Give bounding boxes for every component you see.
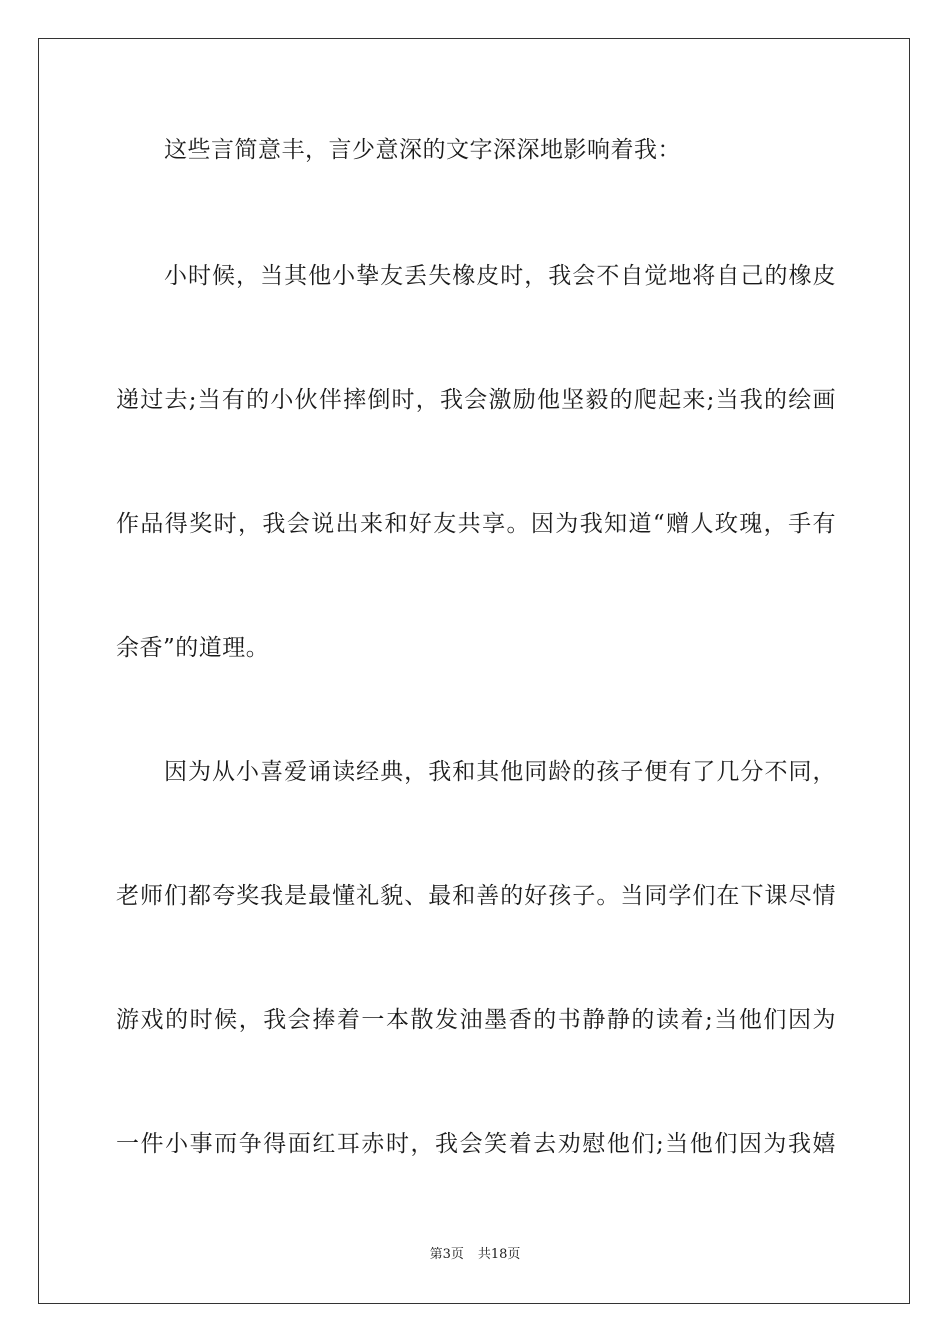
- page-total: 共18页: [477, 1247, 521, 1262]
- paragraph-line: 作品得奖时，我会说出来和好友共享。因为我知道“赠人玫瑰，手有: [116, 511, 836, 537]
- paragraph-line: 递过去;当有的小伙伴摔倒时，我会激励他坚毅的爬起来;当我的绘画: [116, 387, 836, 413]
- paragraph-line: 因为从小喜爱诵读经典，我和其他同龄的孩子便有了几分不同，: [164, 759, 836, 785]
- paragraph-line: 小时候，当其他小挚友丢失橡皮时，我会不自觉地将自己的橡皮: [164, 263, 836, 289]
- page-footer: [0, 1246, 950, 1264]
- paragraph-line: 游戏的时候，我会捧着一本散发油墨香的书静静的读着;当他们因为: [116, 1007, 836, 1033]
- page-border: [38, 38, 910, 1304]
- paragraph-line: 一件小事而争得面红耳赤时，我会笑着去劝慰他们;当他们因为我嬉: [116, 1131, 836, 1157]
- paragraph-line: 这些言简意丰，言少意深的文字深深地影响着我：: [164, 137, 681, 163]
- paragraph-line: 老师们都夸奖我是最懂礼貌、最和善的好孩子。当同学们在下课尽情: [116, 883, 836, 909]
- paragraph-line: 余香”的道理。: [116, 635, 270, 661]
- page-number: 第3页: [429, 1247, 464, 1262]
